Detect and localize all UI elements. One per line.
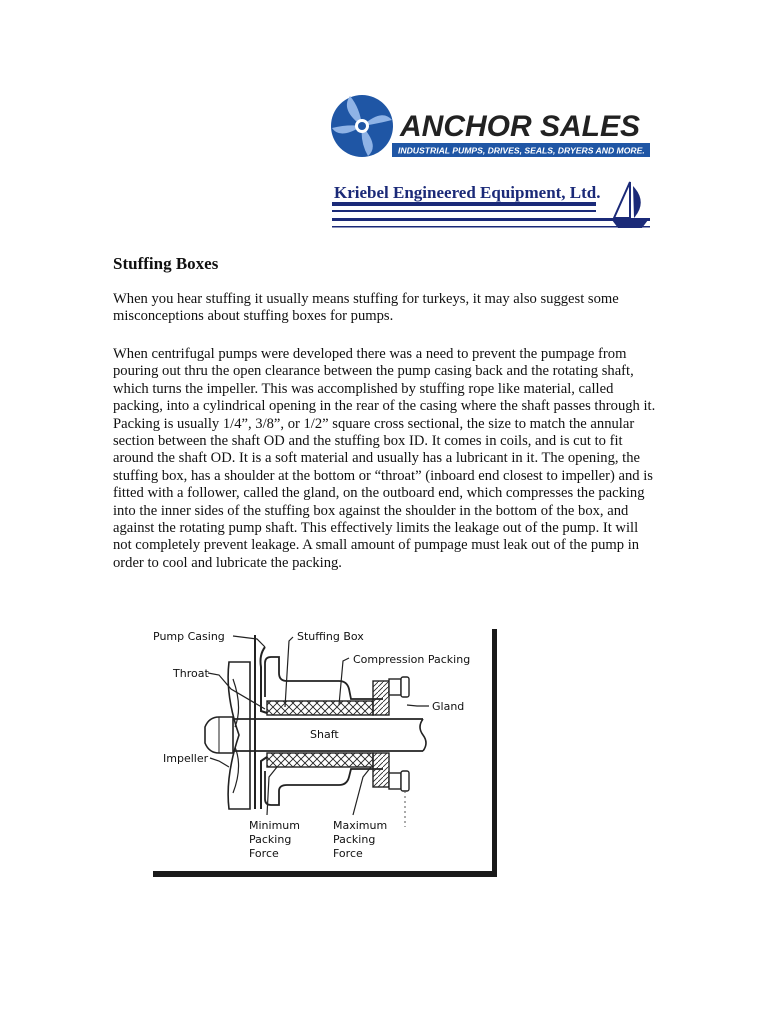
label-min-line3: Force [249, 847, 279, 860]
label-max-line3: Force [333, 847, 363, 860]
label-pump-casing: Pump Casing [153, 630, 225, 643]
label-compression-packing: Compression Packing [353, 653, 471, 666]
kriebel-name-text: Kriebel Engineered Equipment, Ltd. [334, 183, 601, 202]
label-max-line2: Packing [333, 833, 376, 846]
label-shaft: Shaft [310, 728, 339, 741]
paragraph-body: When centrifugal pumps were developed there was a need to prevent the pumpage from pouring out thru the open clearance between the pump casing back and the rotating shaft, which turns the impeller. This was accomplished by stuffing rope like material, called packing, into a cylindrical opening in the rear of the casing where the shaft passes through it. Packing is usually 1/4”, 3/8”, or 1/2” square cross sectional, the size to match the annular section between the shaft OD and the stuffing box ID. It comes in coils, and is cut to fit around the shaft OD. It is a soft material and usually has a lubricant in it. The opening, the stuffing box, has a shoulder at the bottom or “throat” (inboard end closest to impeller) and is fitted with a follower, called the gland, on the outboard end, which compresses the packing into the inner sides of the stuffing box against the shoulder in the bottom of the box, and against the rotating pump shaft. This effectively limits the leakage out of the pump. It will not completely prevent leakage. A small amount of pumpage must leak out of the pump in order to cool and lubricate the packing. [113, 346, 656, 571]
anchor-tagline: INDUSTRIAL PUMPS, DRIVES, SEALS, DRYERS AND MORE. [398, 145, 645, 156]
packing-bottom [267, 753, 373, 767]
label-stuffing-box: Stuffing Box [297, 630, 364, 643]
label-min-line2: Packing [249, 833, 292, 846]
label-max-line1: Maximum [333, 819, 388, 832]
label-impeller: Impeller [163, 752, 209, 765]
stuffing-box-diagram [153, 627, 498, 878]
label-gland: Gland [432, 700, 465, 713]
kriebel-logo [330, 178, 650, 238]
paragraph-intro: When you hear stuffing it usually means stuffing for turkeys, it may also suggest some misconceptions about stuffing boxes for pumps. [113, 291, 619, 325]
sailboat-icon [612, 182, 648, 228]
anchor-name-text: ANCHOR SALES [400, 110, 641, 143]
article-title: Stuffing Boxes [113, 254, 219, 273]
anchor-sales-logo [330, 90, 652, 160]
shaft-nut [205, 717, 233, 753]
label-throat: Throat [173, 667, 209, 680]
packing-top [267, 701, 373, 715]
label-min-line1: Minimum [249, 819, 300, 832]
anchor-swirl-icon [331, 95, 393, 157]
